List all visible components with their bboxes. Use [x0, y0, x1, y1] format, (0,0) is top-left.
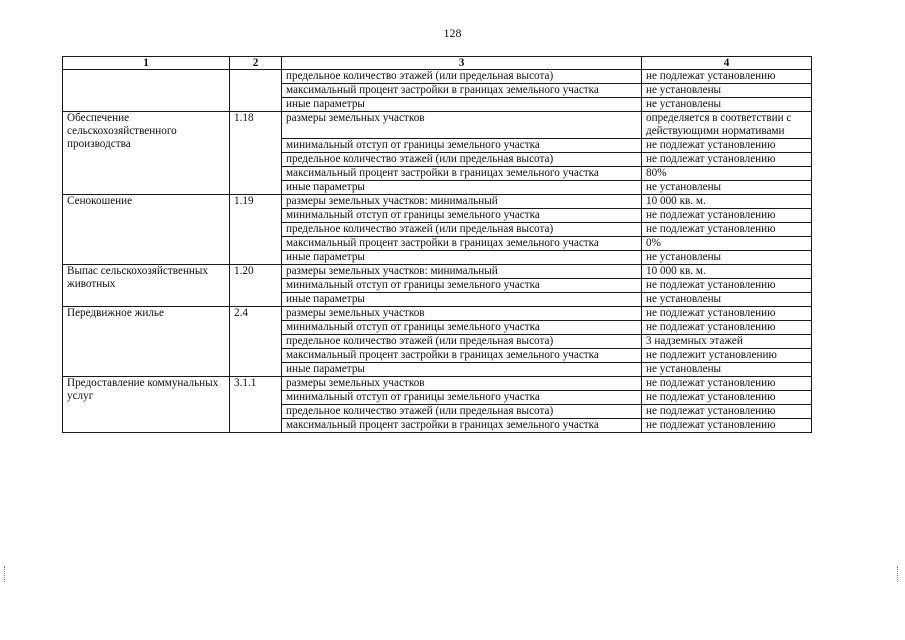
value-cell: 0% [642, 237, 812, 251]
header-col-1: 1 [63, 57, 230, 70]
value-cell: не установлены [642, 363, 812, 377]
value-cell: не подлежат установлению [642, 377, 812, 391]
right-margin-mark [897, 566, 901, 582]
value-cell: не подлежат установлению [642, 321, 812, 335]
value-cell: не установлены [642, 181, 812, 195]
use-code-cell: 1.20 [230, 265, 282, 307]
value-cell: не подлежат установлению [642, 279, 812, 293]
value-cell: не подлежат установлению [642, 153, 812, 167]
value-cell: определяется в соответствии с действующими нормативами [642, 112, 812, 139]
use-name-cell: Передвижное жилье [63, 307, 230, 377]
value-cell: не подлежат установлению [642, 70, 812, 84]
use-name-cell: Предоставление коммунальных услуг [63, 377, 230, 433]
table-row [63, 195, 812, 209]
value-cell: не подлежат установлению [642, 223, 812, 237]
use-name-cell [63, 70, 230, 112]
use-code-cell: 3.1.1 [230, 377, 282, 433]
param-cell: иные параметры [282, 363, 642, 377]
param-cell: иные параметры [282, 98, 642, 112]
value-cell: не установлены [642, 293, 812, 307]
value-cell: не установлены [642, 98, 812, 112]
table-row [63, 307, 812, 321]
param-cell: максимальный процент застройки в границах земельного участка [282, 349, 642, 363]
value-cell: не установлены [642, 84, 812, 98]
param-cell: иные параметры [282, 181, 642, 195]
param-cell: минимальный отступ от границы земельного участка [282, 139, 642, 153]
header-row [63, 57, 812, 70]
param-cell: размеры земельных участков [282, 307, 642, 321]
param-cell: размеры земельных участков: минимальный [282, 195, 642, 209]
param-cell: минимальный отступ от границы земельного участка [282, 391, 642, 405]
value-cell: 10 000 кв. м. [642, 265, 812, 279]
value-cell: не подлежат установлению [642, 391, 812, 405]
param-cell: размеры земельных участков [282, 112, 642, 139]
use-code-cell: 1.18 [230, 112, 282, 195]
param-cell: максимальный процент застройки в границах земельного участка [282, 419, 642, 433]
value-cell: 80% [642, 167, 812, 181]
value-cell: не подлежат установлению [642, 139, 812, 153]
table-row [63, 265, 812, 279]
page-number: 128 [443, 26, 462, 40]
value-cell: 3 надземных этажей [642, 335, 812, 349]
param-cell: максимальный процент застройки в границах земельного участка [282, 84, 642, 98]
left-margin-mark [4, 566, 8, 582]
value-cell: не подлежат установлению [642, 419, 812, 433]
param-cell: минимальный отступ от границы земельного участка [282, 321, 642, 335]
value-cell: не подлежат установлению [642, 307, 812, 321]
use-name-cell: Выпас сельскохозяйственных животных [63, 265, 230, 307]
regulations-table [62, 56, 812, 433]
table-row [63, 377, 812, 391]
use-code-cell: 1.19 [230, 195, 282, 265]
param-cell: иные параметры [282, 251, 642, 265]
value-cell: не подлежат установлению [642, 405, 812, 419]
use-name-cell: Сенокошение [63, 195, 230, 265]
value-cell: не подлежит установлению [642, 349, 812, 363]
header-col-3: 3 [282, 57, 642, 70]
param-cell: предельное количество этажей (или предельная высота) [282, 335, 642, 349]
header-col-4: 4 [642, 57, 812, 70]
param-cell: размеры земельных участков: минимальный [282, 265, 642, 279]
use-code-cell: 2.4 [230, 307, 282, 377]
param-cell: предельное количество этажей (или предельная высота) [282, 70, 642, 84]
param-cell: предельное количество этажей (или предельная высота) [282, 405, 642, 419]
param-cell: размеры земельных участков [282, 377, 642, 391]
header-col-2: 2 [230, 57, 282, 70]
use-name-cell: Обеспечение сельскохозяйственного производства [63, 112, 230, 195]
value-cell: не установлены [642, 251, 812, 265]
param-cell: иные параметры [282, 293, 642, 307]
table-row [63, 112, 812, 139]
param-cell: предельное количество этажей (или предельная высота) [282, 223, 642, 237]
param-cell: максимальный процент застройки в границах земельного участка [282, 237, 642, 251]
param-cell: минимальный отступ от границы земельного участка [282, 279, 642, 293]
param-cell: максимальный процент застройки в границах земельного участка [282, 167, 642, 181]
table-row [63, 70, 812, 84]
use-code-cell [230, 70, 282, 112]
param-cell: минимальный отступ от границы земельного участка [282, 209, 642, 223]
param-cell: предельное количество этажей (или предельная высота) [282, 153, 642, 167]
value-cell: не подлежат установлению [642, 209, 812, 223]
value-cell: 10 000 кв. м. [642, 195, 812, 209]
